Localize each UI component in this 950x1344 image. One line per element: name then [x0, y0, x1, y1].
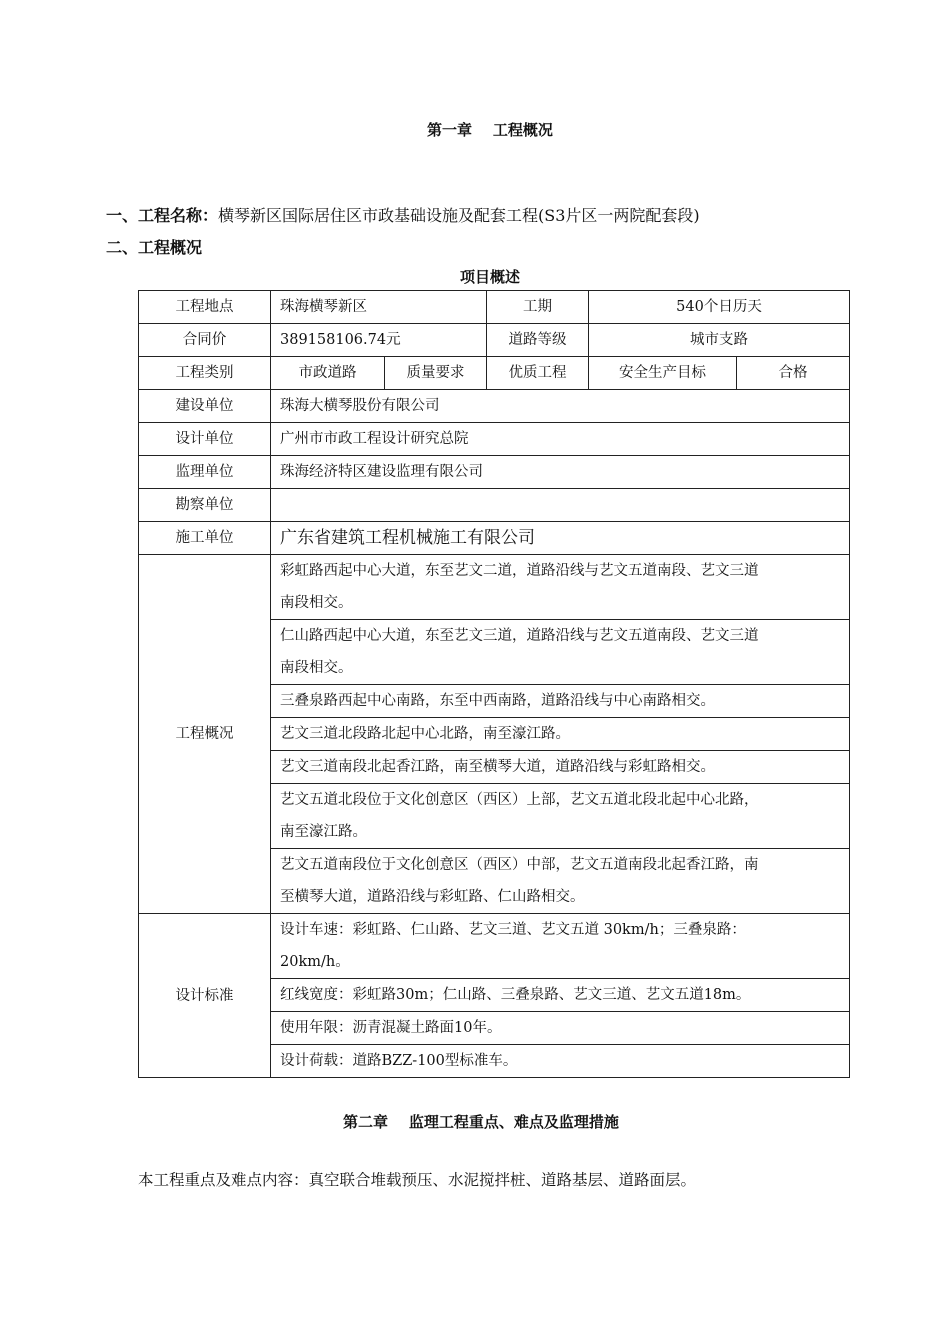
project-name-label: 一、工程名称：: [106, 206, 219, 225]
overview-item: 仁山路西起中心大道，东至艺文三道，道路沿线与艺文五道南段、艺文三道 南段相交。: [271, 620, 850, 685]
project-summary-table: [138, 290, 850, 1078]
supervision-value: 珠海经济特区建设监理有限公司: [271, 456, 850, 489]
survey-label: 勘察单位: [139, 489, 271, 522]
table-row: [139, 291, 850, 324]
table-row: [139, 456, 850, 489]
standard-item: 设计车速：彩虹路、仁山路、艺文三道、艺文五道 30km/h；三叠泉路： 20km/h。: [271, 914, 850, 979]
period-label: 工期: [487, 291, 589, 324]
standard-label: 设计标准: [139, 914, 271, 1078]
quality-value: 优质工程: [487, 357, 589, 390]
table-row: [139, 324, 850, 357]
standard-item: 设计荷载：道路BZZ-100型标准车。: [271, 1045, 850, 1078]
type-label: 工程类别: [139, 357, 271, 390]
chapter-one-title: 第一章 工程概况: [427, 121, 553, 139]
design-value: 广州市市政工程设计研究总院: [271, 423, 850, 456]
contractor-value: 广东省建筑工程机械施工有限公司: [271, 522, 850, 555]
type-value: 市政道路: [271, 357, 385, 390]
table-row: [139, 390, 850, 423]
site-label: 工程地点: [139, 291, 271, 324]
table-row: [139, 357, 850, 390]
overview-label: 工程概况: [139, 555, 271, 914]
supervision-label: 监理单位: [139, 456, 271, 489]
standard-item: 使用年限：沥青混凝土路面10年。: [271, 1012, 850, 1045]
grade-label: 道路等级: [487, 324, 589, 357]
overview-item: 艺文三道北段路北起中心北路，南至濠江路。: [271, 718, 850, 751]
overview-item: 艺文三道南段北起香江路，南至横琴大道，道路沿线与彩虹路相交。: [271, 751, 850, 784]
owner-value: 珠海大横琴股份有限公司: [271, 390, 850, 423]
grade-value: 城市支路: [589, 324, 850, 357]
contractor-label: 施工单位: [139, 522, 271, 555]
project-name-line: [106, 203, 700, 226]
table-row: [139, 555, 850, 620]
table-row: [139, 522, 850, 555]
price-value: 389158106.74元: [271, 324, 487, 357]
project-name-value: 横琴新区国际居住区市政基础设施及配套工程(S3片区一两院配套段): [218, 206, 700, 225]
chapter-two-title: 第二章 监理工程重点、难点及监理措施: [343, 1113, 619, 1131]
site-value: 珠海横琴新区: [271, 291, 487, 324]
survey-value: [271, 489, 850, 522]
table-caption: 项目概述: [460, 268, 521, 286]
overview-heading-label: 二、工程概况: [106, 238, 203, 257]
period-value: 540个日历天: [589, 291, 850, 324]
table-row: [139, 914, 850, 979]
overview-heading: [106, 235, 202, 258]
owner-label: 建设单位: [139, 390, 271, 423]
table-row: [139, 489, 850, 522]
design-label: 设计单位: [139, 423, 271, 456]
price-label: 合同价: [139, 324, 271, 357]
safety-label: 安全生产目标: [589, 357, 737, 390]
overview-item: 艺文五道北段位于文化创意区（西区）上部，艺文五道北段北起中心北路， 南至濠江路。: [271, 784, 850, 849]
standard-item: 红线宽度：彩虹路30m；仁山路、三叠泉路、艺文三道、艺文五道18m。: [271, 979, 850, 1012]
key-points-paragraph: 本工程重点及难点内容：真空联合堆载预压、水泥搅拌桩、道路基层、道路面层。: [138, 1171, 697, 1189]
overview-item: 艺文五道南段位于文化创意区（西区）中部，艺文五道南段北起香江路，南 至横琴大道，道路沿线与彩虹路、仁山路相交。: [271, 849, 850, 914]
table-row: [139, 423, 850, 456]
overview-item: 三叠泉路西起中心南路，东至中西南路，道路沿线与中心南路相交。: [271, 685, 850, 718]
safety-value: 合格: [737, 357, 850, 390]
quality-label: 质量要求: [385, 357, 487, 390]
overview-item: 彩虹路西起中心大道，东至艺文二道，道路沿线与艺文五道南段、艺文三道 南段相交。: [271, 555, 850, 620]
